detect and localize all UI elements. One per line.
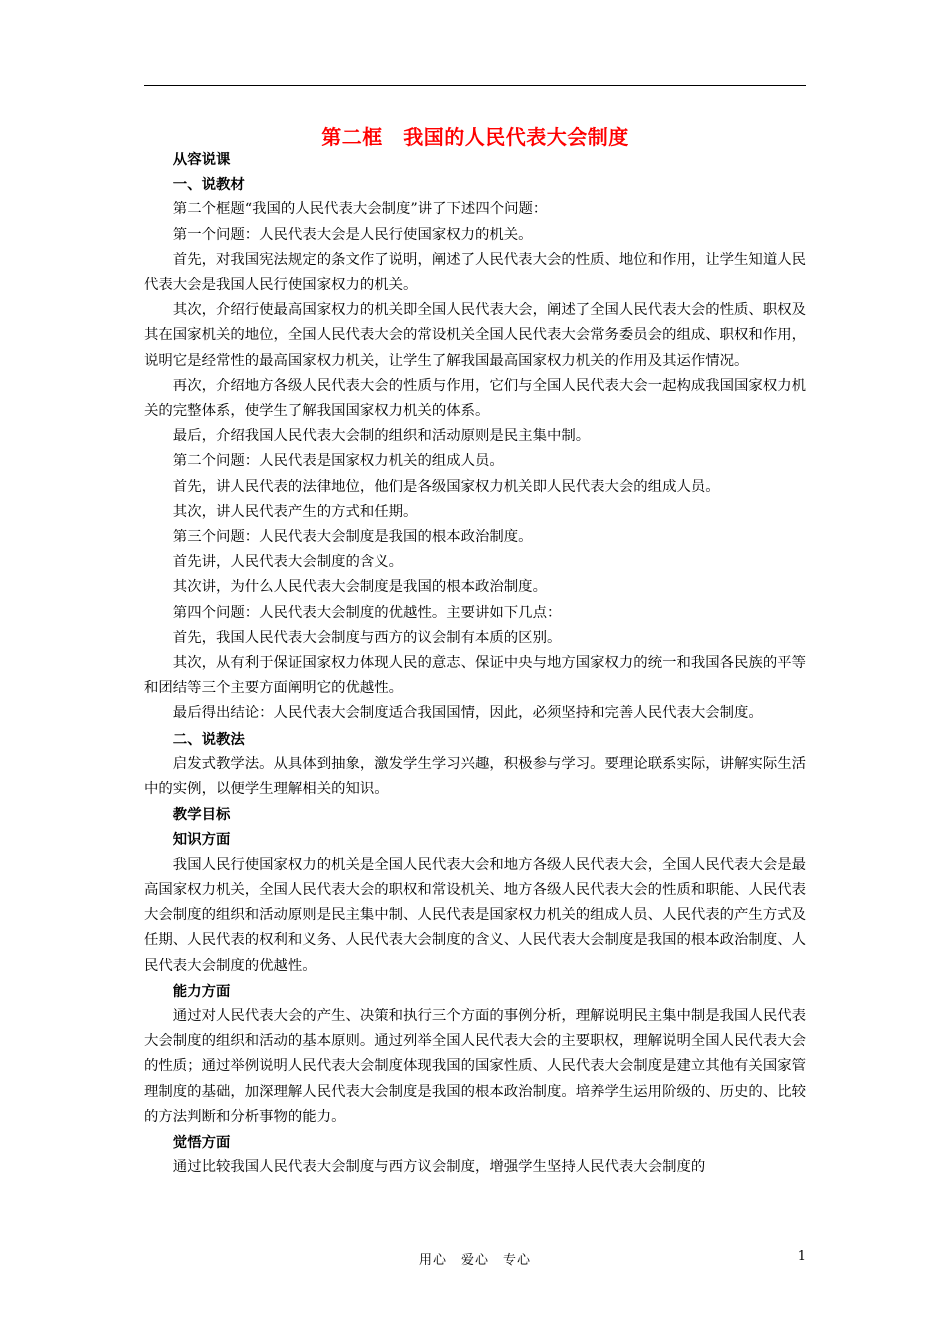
page-number: 1: [797, 1249, 806, 1264]
body-paragraph: 首先，对我国宪法规定的条文作了说明，阐述了人民代表大会的性质、地位和作用，让学生知道人民代表大会是我国人民行使国家权力的机关。: [144, 251, 806, 294]
section-heading: 二、说教法: [172, 730, 245, 748]
body-paragraph: 首先，我国人民代表大会制度与西方的议会制有本质的区别。: [172, 629, 562, 646]
body-paragraph: 首先讲，人民代表大会制度的含义。: [172, 554, 404, 571]
body-paragraph: 再次，介绍地方各级人民代表大会的性质与作用，它们与全国人民代表大会一起构成我国国家权力机关的完整体系，使学生了解我国国家权力机关的体系。: [144, 377, 806, 420]
body-paragraph: 启发式教学法。从具体到抽象，激发学生学习兴趣，积极参与学习。要理论联系实际，讲解实际生活中的实例，以便学生理解相关的知识。: [144, 755, 806, 798]
body-paragraph: 第二个问题：人民代表是国家权力机关的组成人员。: [172, 453, 504, 470]
body-paragraph: 第三个问题：人民代表大会制度是我国的根本政治制度。: [172, 529, 533, 546]
body-paragraph: 第一个问题：人民代表大会是人民行使国家权力的机关。: [172, 226, 533, 243]
body-paragraph: 其次，从有利于保证国家权力体现人民的意志、保证中央与地方国家权力的统一和我国各民族的平等和团结等三个主要方面阐明它的优越性。: [144, 655, 806, 697]
body-paragraph: 我国人民行使国家权力的机关是全国人民代表大会和地方各级人民代表大会，全国人民代表大会是最高国家权力机关，全国人民代表大会的职权和常设机关、地方各级人民代表大会的性质和职能、人民代表大会制度的组织和活动原则是民主集中制、人民代表是国家权力机关的组成人员、人民代表的产生方式及任期、人民代表的权利和义务、人民代表大会制度的含义、人民代表大会制度是我国的根本政治制度、人民代表大会制度的优越性。: [144, 856, 806, 974]
body-paragraph: 第四个问题：人民代表大会制度的优越性。主要讲如下几点：: [172, 604, 562, 621]
document-body: [144, 147, 806, 1180]
body-paragraph: 其次讲，为什么人民代表大会制度是我国的根本政治制度。: [172, 579, 547, 596]
body-paragraph: 其次，介绍行使最高国家权力的机关即全国人民代表大会，阐述了全国人民代表大会的性质、职权及其在国家机关的地位，全国人民代表大会的常设机关全国人民代表大会常务委员会的组成、职权和作用，说明它是经常性的最高国家权力机关，让学生了解我国最高国家权力机关的作用及其运作情况。: [144, 302, 806, 369]
page-title: 第二框 我国的人民代表大会制度: [321, 125, 629, 149]
body-paragraph: 第二个框题“我国的人民代表大会制度”讲了下述四个问题：: [172, 201, 548, 218]
section-heading: 教学目标: [172, 806, 231, 824]
body-paragraph: 通过比较我国人民代表大会制度与西方议会制度，增强学生坚持人民代表大会制度的: [172, 1159, 706, 1176]
header-rule: [144, 85, 806, 86]
section-heading: 能力方面: [172, 982, 231, 1000]
body-paragraph: 首先，讲人民代表的法律地位，他们是各级国家权力机关即人民代表大会的组成人员。: [172, 478, 720, 495]
body-paragraph: 通过对人民代表大会的产生、决策和执行三个方面的事例分析，理解说明民主集中制是我国人民代表大会制度的组织和活动的基本原则。通过列举全国人民代表大会的主要职权，理解说明全国人民代表大会的性质；通过举例说明人民代表大会制度体现我国的国家性质、人民代表大会制度是建立其他有关国家管理制度的基础，加深理解人民代表大会制度是我国的根本政治制度。培养学生运用阶级的、历史的、比较的方法判断和分析事物的能力。: [144, 1007, 806, 1125]
body-paragraph: 最后，介绍我国人民代表大会制的组织和活动原则是民主集中制。: [172, 428, 591, 445]
section-heading: 一、说教材: [172, 176, 245, 194]
body-paragraph: 其次，讲人民代表产生的方式和任期。: [172, 503, 418, 520]
section-heading: 知识方面: [172, 831, 231, 849]
footer-slogan: 用心 爱心 专心: [418, 1253, 531, 1268]
section-heading: 觉悟方面: [172, 1133, 231, 1151]
section-heading: 从容说课: [172, 151, 231, 168]
body-paragraph: 最后得出结论：人民代表大会制度适合我国国情，因此，必须坚持和完善人民代表大会制度。: [172, 705, 763, 722]
